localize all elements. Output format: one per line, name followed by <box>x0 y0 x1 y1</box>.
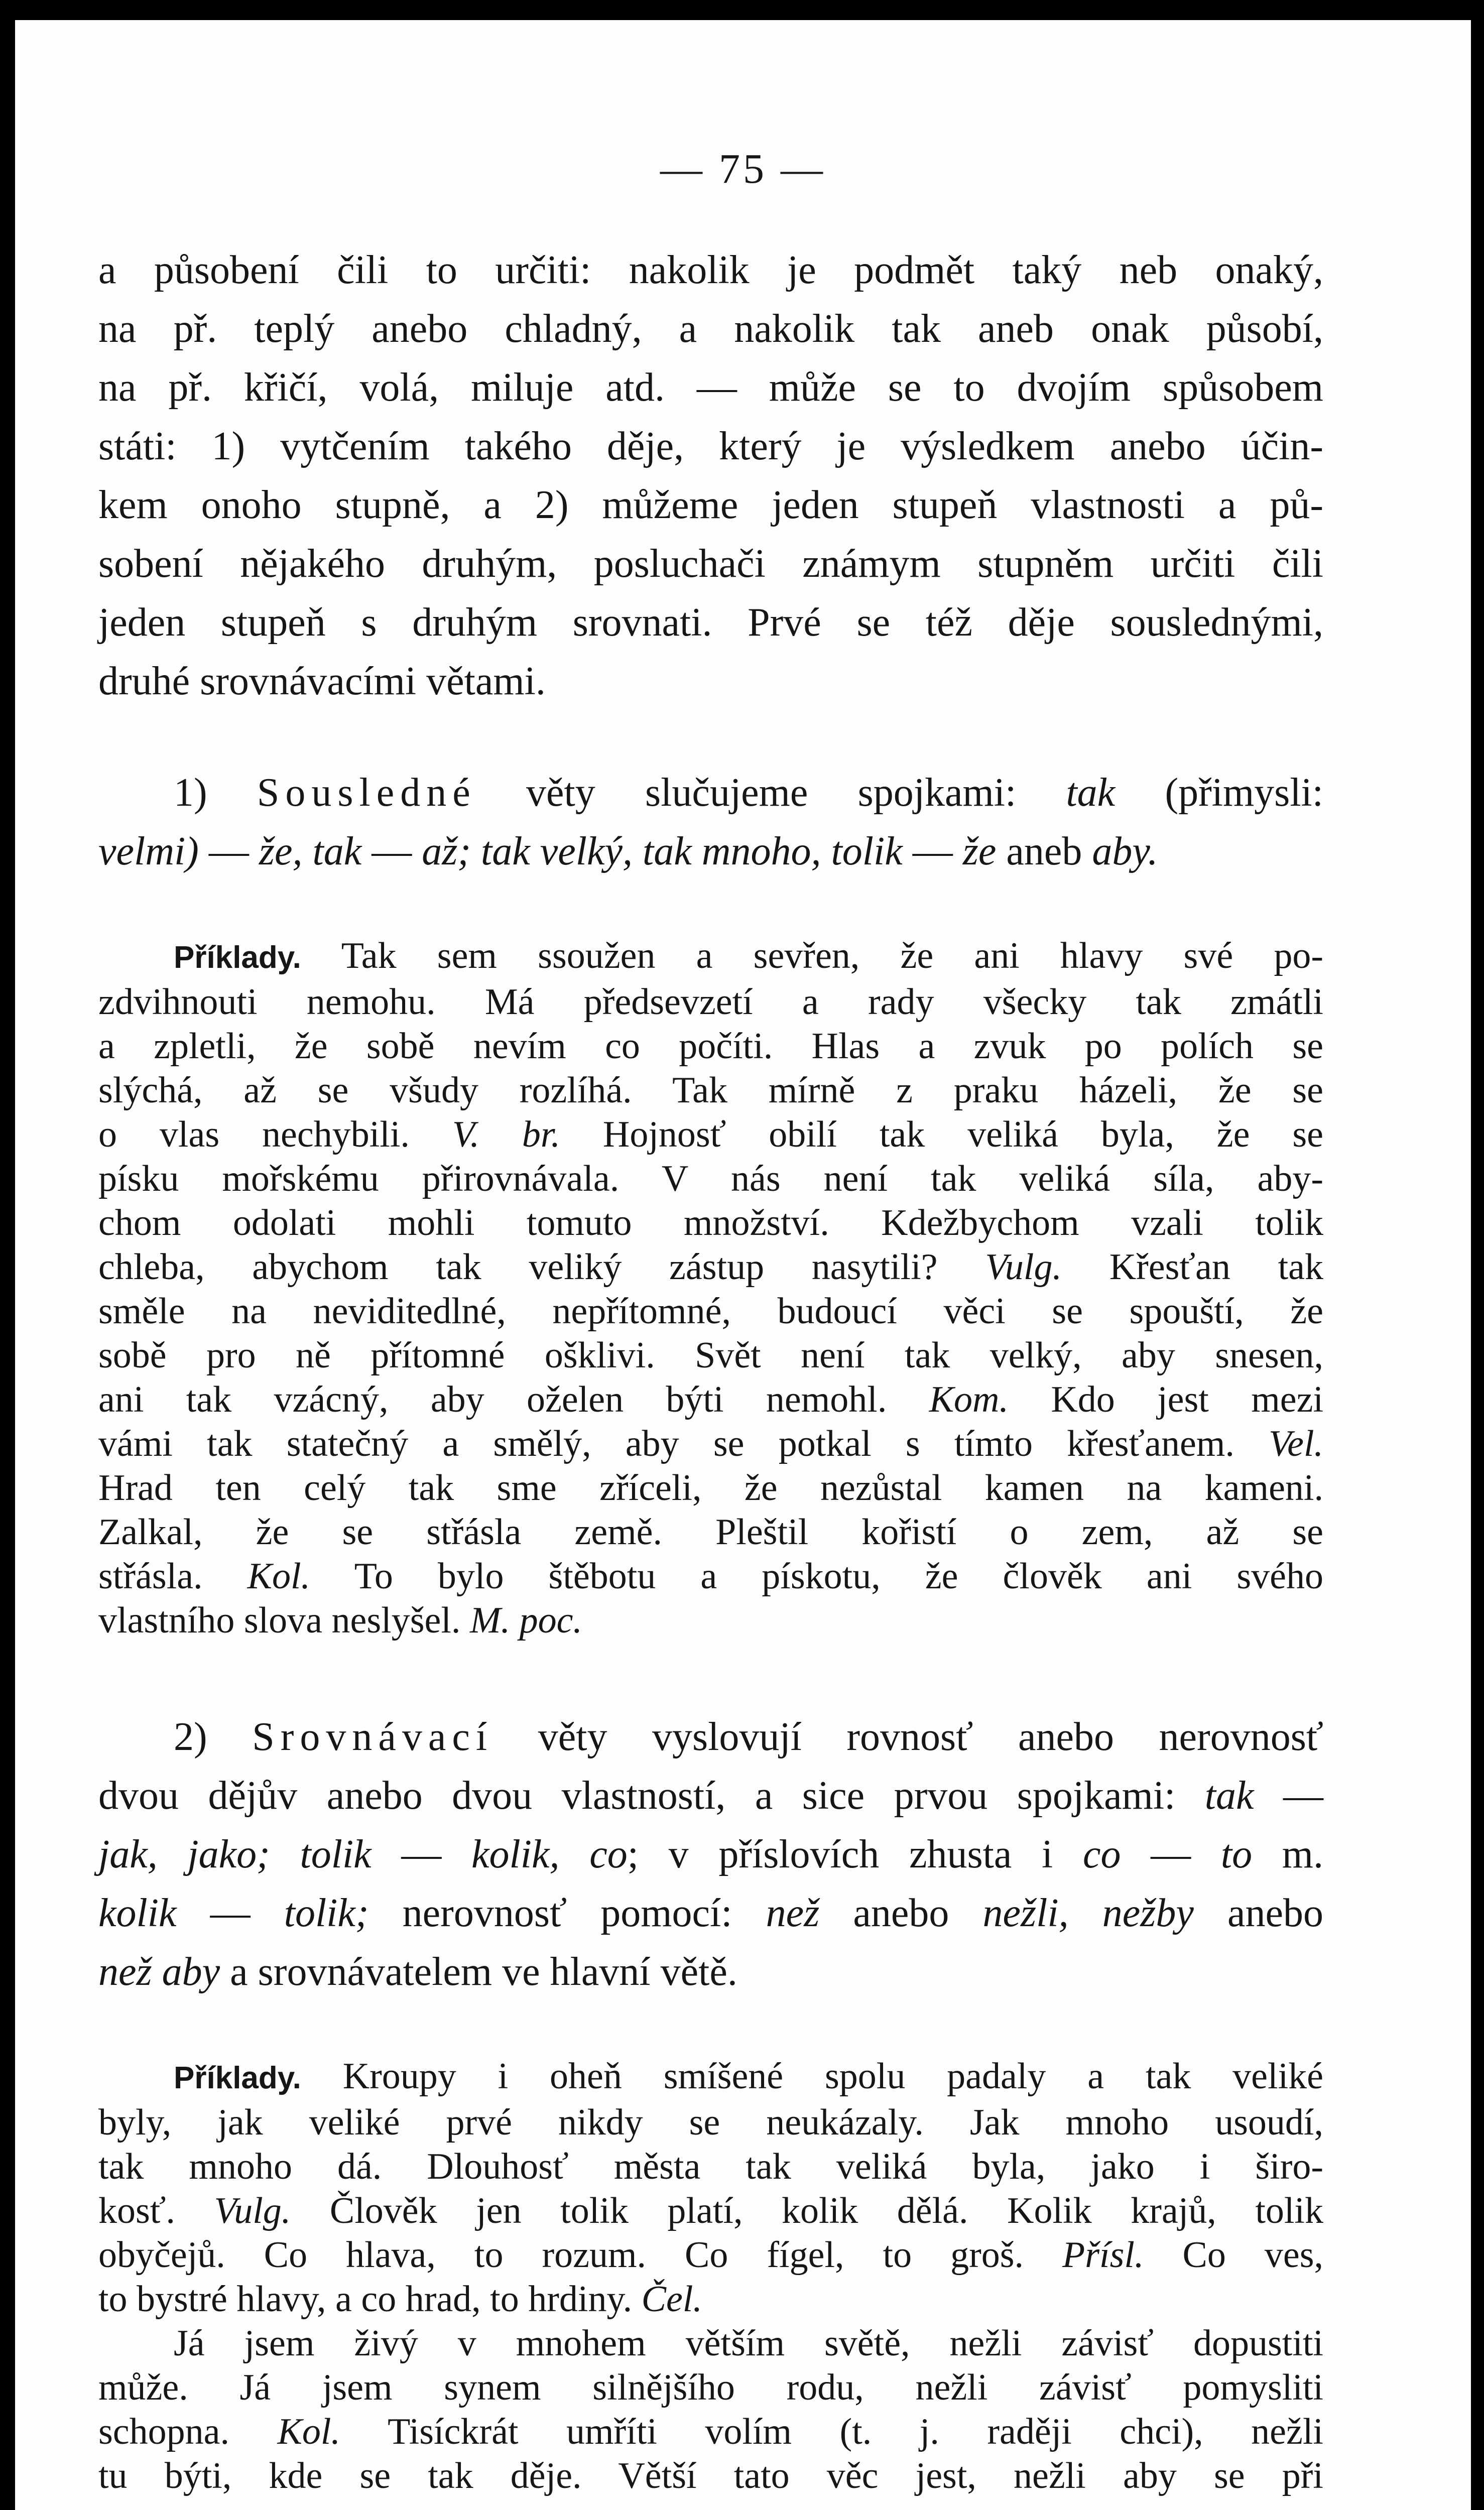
text-run: Vel. <box>1269 1423 1323 1464</box>
text-line: písku mořskému přirovnávala. V nás není tak veliká síla, aby- <box>98 1158 1323 1199</box>
text-run: Srovnávací <box>252 1715 493 1759</box>
text-run: tak <box>1066 771 1116 815</box>
text-run: to <box>1220 1832 1253 1876</box>
paragraph-gap <box>98 1643 1323 1708</box>
text-line <box>98 2054 1323 2100</box>
text-run: Vulg. <box>214 2190 291 2231</box>
text-run: Kdo jest mezi <box>1009 1379 1323 1420</box>
text-line: jeden stupeň s druhým srovnati. Prvé se též děje souslednými, <box>98 600 1323 645</box>
text-run: — <box>176 1891 284 1935</box>
text-run: věty slučujeme spojkami: <box>476 771 1066 815</box>
text-run: kolik, co <box>471 1832 628 1876</box>
text-run: a srovnávatelem ve hlavní větě. <box>220 1950 737 1994</box>
text-line <box>98 1767 1323 1825</box>
text-line: slýchá, až se všudy rozlíhá. Tak mírně z praku házeli, že se <box>98 1070 1323 1111</box>
text-run: ani tak vzácný, aby oželen býti nemohl. <box>98 1379 929 1420</box>
paragraph-gap <box>98 2001 1323 2054</box>
text-run: M. poc. <box>469 1600 582 1641</box>
text-line: a zpletli, že sobě nevím co počíti. Hlas a zvuk po polích se <box>98 1026 1323 1067</box>
text-run: jak, jako; tolik <box>98 1832 372 1876</box>
text-run: Hojnosť obilí tak veliká byla, že se <box>560 1114 1323 1155</box>
text-line: státi: 1) vytčením takého děje, který je výsledkem anebo účin- <box>98 424 1323 468</box>
text-run: střásla. <box>98 1556 248 1597</box>
text-line: kem onoho stupně, a 2) můžeme jeden stupeň vlastnosti a pů- <box>98 483 1323 527</box>
text-line <box>98 2410 1323 2454</box>
text-run: chleba, abychom tak veliký zástup nasytili? <box>98 1246 985 1288</box>
page-body <box>98 241 1323 2498</box>
text-line <box>98 822 1323 881</box>
text-line: byly, jak veliké prvé nikdy se neukázaly. Jak mnoho usoudí, <box>98 2102 1323 2143</box>
section-label: Příklady. <box>174 2061 301 2095</box>
text-line: Zalkal, že se střásla země. Pleštil kořistí o zem, až se <box>98 1512 1323 1553</box>
text-line <box>98 2277 1323 2321</box>
text-line <box>98 1245 1323 1289</box>
text-run: vlastního slova neslyšel. <box>98 1600 470 1641</box>
text-run: kolik <box>98 1891 177 1935</box>
text-run: — <box>1254 1774 1324 1818</box>
text-line <box>98 1598 1323 1643</box>
text-line: zdvihnouti nemohu. Má předsevzetí a rady všecky tak zmátli <box>98 981 1323 1023</box>
text-run: o vlas nechybili. <box>98 1114 452 1155</box>
paragraph-gap <box>98 711 1323 764</box>
text-line <box>98 1377 1323 1422</box>
text-run: — <box>371 1832 472 1876</box>
section-label: Příklady. <box>174 940 301 975</box>
text-run: — <box>198 829 259 873</box>
text-run: že, tak <box>259 829 362 873</box>
text-run: Vulg. <box>985 1246 1062 1288</box>
text-line: tak mnoho dá. Dlouhosť města tak veliká byla, jako i širo- <box>98 2146 1323 2187</box>
text-run: aby. <box>1092 829 1158 873</box>
text-line <box>98 1708 1323 1767</box>
text-run: že <box>962 829 997 873</box>
text-line <box>98 1554 1323 1598</box>
text-run: Kroupy i oheň smíšené spolu padaly a tak veliké <box>301 2056 1323 2097</box>
text-line <box>98 2189 1323 2233</box>
text-run: Kol. <box>247 1556 311 1597</box>
text-run: tolik; <box>284 1891 369 1935</box>
text-run: Sousledné <box>257 771 476 815</box>
text-run: kosť. <box>98 2190 214 2231</box>
text-run: — <box>1121 1832 1221 1876</box>
text-run: aneb <box>996 829 1092 873</box>
text-run: až; tak velký, tak mnoho, tolik <box>422 829 903 873</box>
text-line: sobení nějakého druhým, posluchači známym stupněm určiti čili <box>98 542 1323 586</box>
text-line <box>98 2233 1323 2277</box>
text-line <box>98 764 1323 822</box>
text-line: tu býti, kde se tak děje. Větší tato věc jest, nežli aby se při <box>98 2455 1323 2496</box>
text-run: než aby <box>98 1950 220 1994</box>
text-run: velmi) <box>98 829 199 873</box>
text-run: Čel. <box>641 2279 702 2320</box>
text-line <box>98 1825 1323 1884</box>
text-run: Křesťan tak <box>1062 1246 1324 1288</box>
text-line: druhé srovnávacími větami. <box>98 659 546 703</box>
book-page <box>15 20 1471 2510</box>
text-run: m. <box>1252 1832 1323 1876</box>
text-run: — <box>902 829 963 873</box>
text-line: Já jsem živý v mnohem větším světě, nežli závisť dopustiti <box>174 2323 1323 2364</box>
text-line: sobě pro ně přítomné ošklivi. Svět není tak velký, aby snesen, <box>98 1335 1323 1376</box>
text-run: Tisíckrát umříti volím (t. j. raději chci), nežli <box>340 2411 1323 2452</box>
text-run: 2) <box>174 1715 253 1759</box>
text-line: chom odolati mohli tomuto množství. Kdežbychom vzali tolik <box>98 1202 1323 1243</box>
text-run: obyčejů. Co hlava, to rozum. Co fígel, to groš. <box>98 2234 1063 2276</box>
text-run: 1) <box>174 771 257 815</box>
paragraph-gap <box>98 881 1323 934</box>
page-number: — 75 — <box>660 146 826 192</box>
text-run: Co ves, <box>1144 2234 1323 2276</box>
text-line: na př. křičí, volá, miluje atd. — může se to dvojím spůsobem <box>98 365 1323 410</box>
text-run: anebo <box>1193 1891 1323 1935</box>
text-run: ; v příslovích zhusta i <box>627 1832 1083 1876</box>
text-line: Hrad ten celý tak sme zříceli, že nezůstal kamen na kameni. <box>98 1467 1323 1509</box>
text-run: co <box>1082 1832 1121 1876</box>
text-run: Kol. <box>277 2411 340 2452</box>
text-run: Člověk jen tolik platí, kolik dělá. Kolik krajů, tolik <box>291 2190 1323 2231</box>
text-run: — <box>361 829 422 873</box>
text-line: může. Já jsem synem silnějšího rodu, nežli závisť pomysliti <box>98 2367 1323 2408</box>
text-line <box>98 1943 1323 2001</box>
text-run: dvou dějův anebo dvou vlastností, a sice prvou spojkami: <box>98 1774 1205 1818</box>
text-line <box>98 1422 1323 1466</box>
text-line: a působení čili to určiti: nakolik je podmět taký neb onaký, <box>98 248 1323 292</box>
text-line <box>98 1884 1323 1943</box>
text-run: věty vyslovují rovnosť anebo nerovnosť <box>493 1715 1324 1759</box>
text-run: schopna. <box>98 2411 278 2452</box>
text-run: nežli, nežby <box>982 1891 1194 1935</box>
text-run: (přimysli: <box>1115 771 1323 815</box>
text-run: vámi tak statečný a smělý, aby se potkal s tímto křesťanem. <box>98 1423 1269 1464</box>
text-run: tak <box>1204 1774 1254 1818</box>
text-run: to bystré hlavy, a co hrad, to hrdiny. <box>98 2279 642 2320</box>
text-line <box>98 934 1323 980</box>
text-line <box>98 1112 1323 1157</box>
text-run: To bylo štěbotu a pískotu, že člověk ani svého <box>310 1556 1323 1597</box>
text-run: Tak sem ssoužen a sevřen, že ani hlavy své po- <box>301 935 1323 976</box>
text-run: nerovnosť pomocí: <box>368 1891 766 1935</box>
text-line: směle na neviditedlné, nepřítomné, budoucí věci se spouští, že <box>98 1291 1323 1332</box>
text-run: Kom. <box>929 1379 1009 1420</box>
text-run: anebo <box>819 1891 983 1935</box>
text-run: než <box>766 1891 820 1935</box>
text-line: na př. teplý anebo chladný, a nakolik tak aneb onak působí, <box>98 307 1323 351</box>
text-run: V. br. <box>452 1114 561 1155</box>
text-run: Přísl. <box>1062 2234 1144 2276</box>
